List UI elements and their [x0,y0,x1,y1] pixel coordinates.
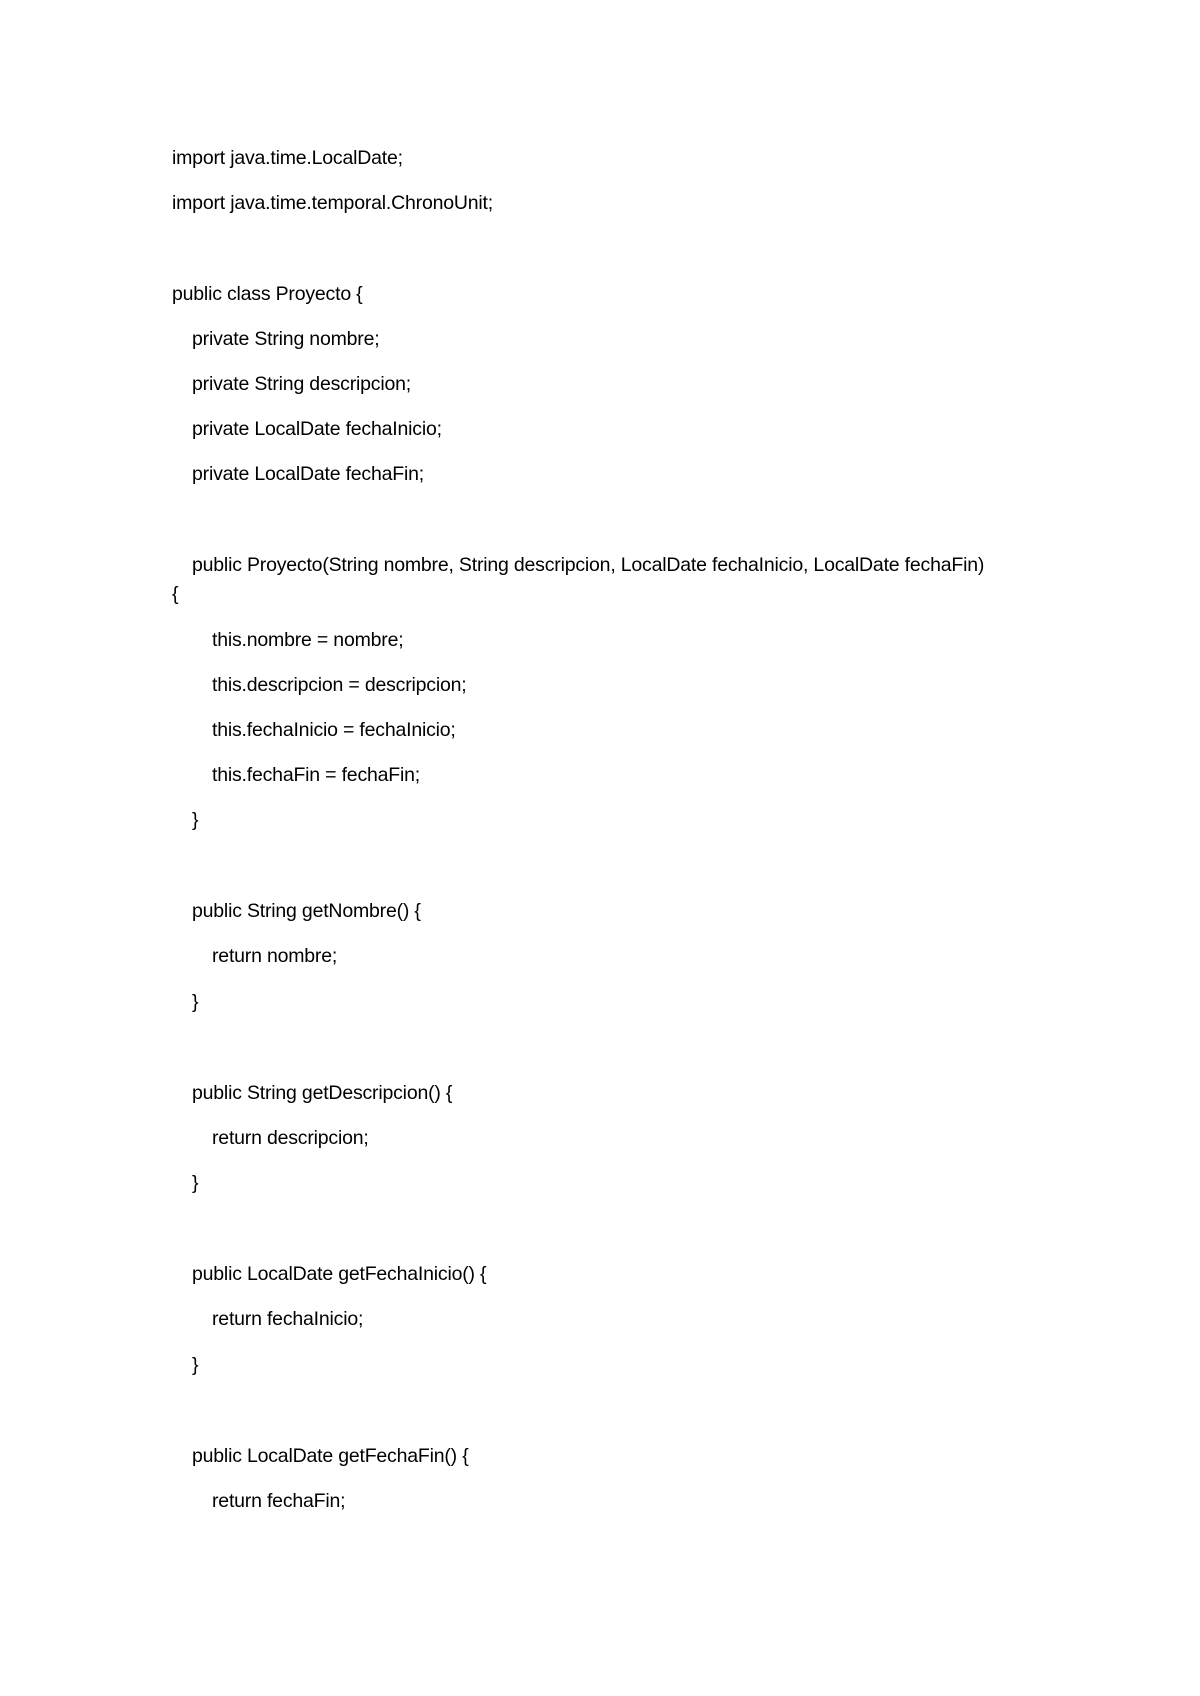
code-line-assign-nombre: this.nombre = nombre; [212,629,404,651]
code-line-getfechainicio-return: return fechaInicio; [212,1308,364,1330]
code-line-getdescripcion-return: return descripcion; [212,1127,369,1149]
code-line-getfechainicio-close-brace: } [192,1354,199,1376]
code-line-getfechainicio-signature: public LocalDate getFechaInicio() { [192,1263,487,1285]
code-line-getfechafin-signature: public LocalDate getFechaFin() { [192,1445,469,1467]
code-line-import-localdate: import java.time.LocalDate; [172,147,403,169]
code-line-constructor-signature: public Proyecto(String nombre, String descripcion, LocalDate fechaInicio, LocalDate fechaFin) [192,554,985,576]
code-line-constructor-close-brace: } [192,809,199,831]
code-line-getnombre-signature: public String getNombre() { [192,900,421,922]
code-line-getfechafin-return: return fechaFin; [212,1490,346,1512]
code-line-getnombre-close-brace: } [192,991,199,1013]
code-line-getdescripcion-close-brace: } [192,1172,199,1194]
code-line-field-nombre: private String nombre; [192,328,380,350]
code-line-getnombre-return: return nombre; [212,945,338,967]
code-line-assign-fechainicio: this.fechaInicio = fechaInicio; [212,719,456,741]
code-line-assign-fechafin: this.fechaFin = fechaFin; [212,764,420,786]
code-line-field-descripcion: private String descripcion; [192,373,411,395]
code-line-import-chronounit: import java.time.temporal.ChronoUnit; [172,192,493,214]
code-line-constructor-open-brace: { [172,583,179,605]
code-line-assign-descripcion: this.descripcion = descripcion; [212,674,467,696]
code-line-field-fechainicio: private LocalDate fechaInicio; [192,418,442,440]
code-line-class-declaration: public class Proyecto { [172,283,363,305]
code-line-field-fechafin: private LocalDate fechaFin; [192,463,424,485]
code-line-getdescripcion-signature: public String getDescripcion() { [192,1082,453,1104]
